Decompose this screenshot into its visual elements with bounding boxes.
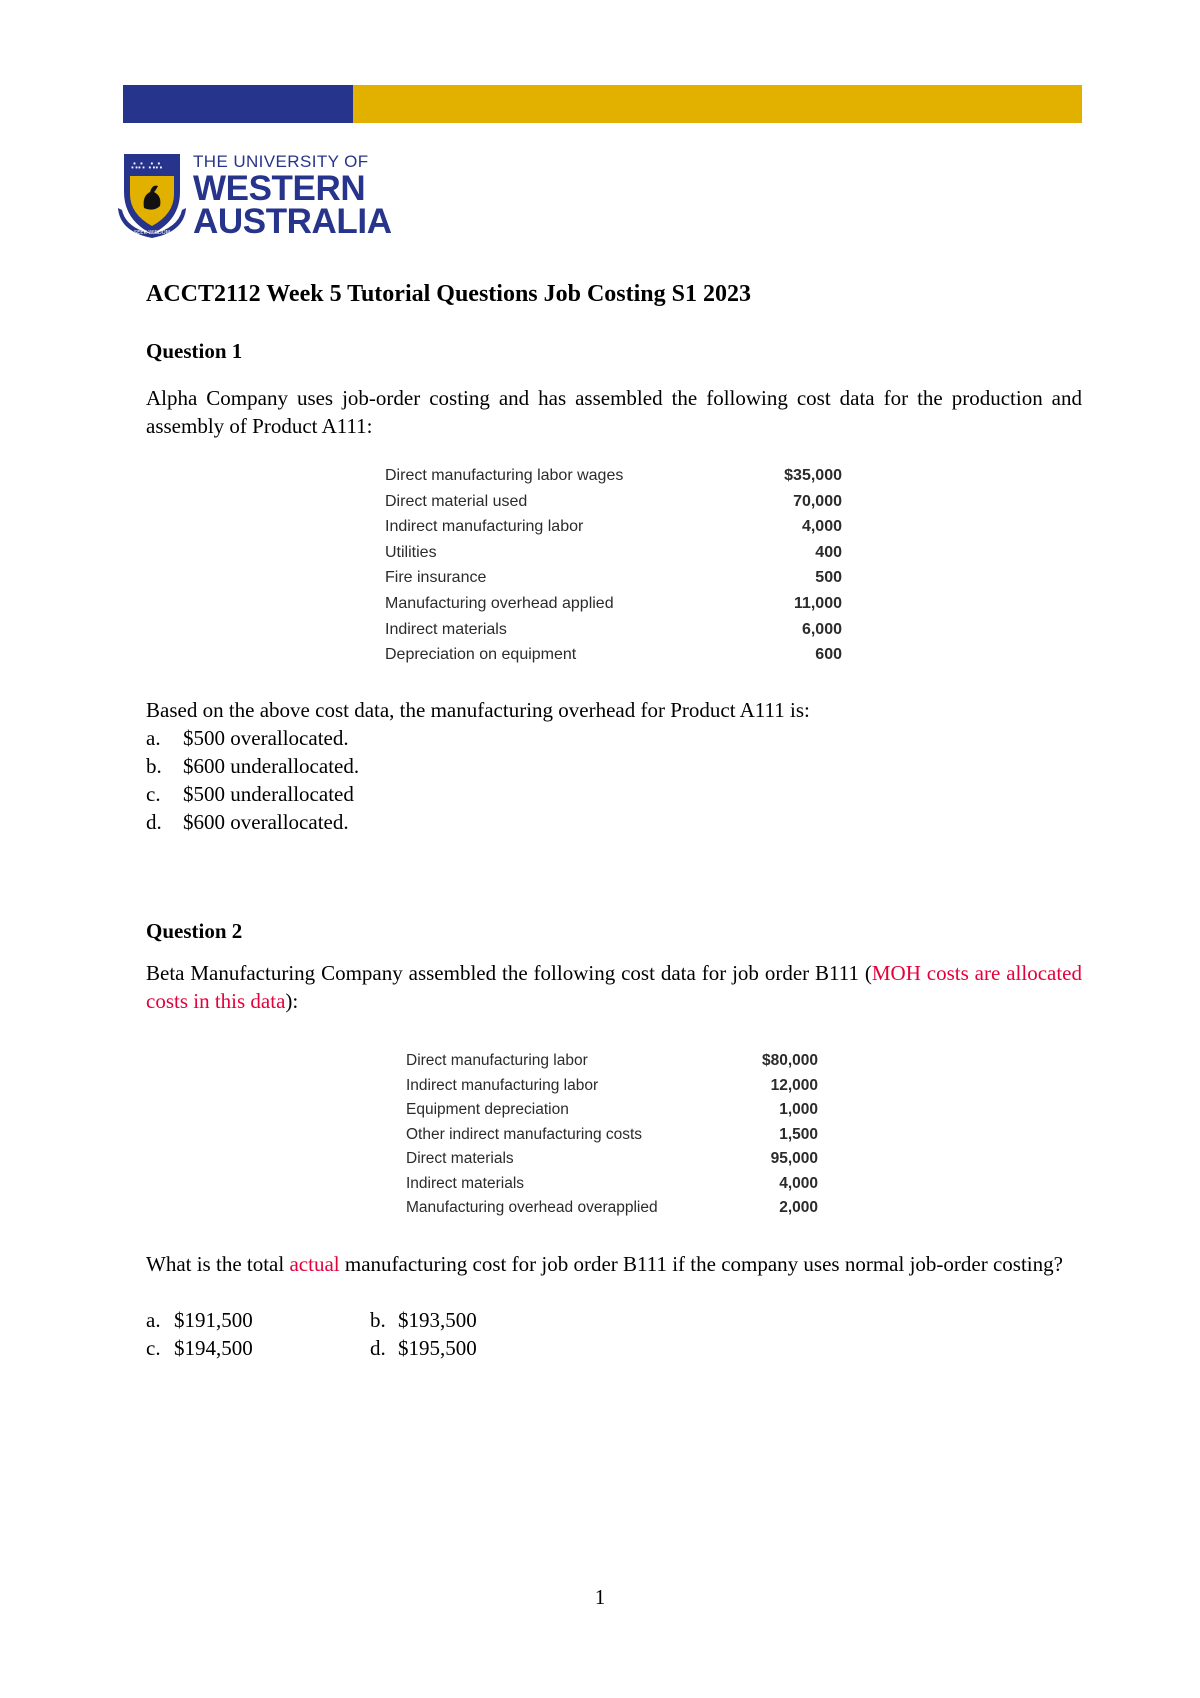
header-band-gold [353,85,1082,123]
question-1-cost-table [385,463,842,668]
page-number: 1 [594,1585,606,1609]
moh-note: MOH costs are allocated costs in this data [146,961,1082,1013]
table-row [406,1049,818,1074]
question-1-options [146,724,359,836]
cost-value: 1,500 [779,1125,818,1143]
cost-value: 600 [815,646,842,664]
cost-label: Manufacturing overhead applied [385,594,614,612]
question-2-prompt: What is the total actual manufacturing cost for job order B111 if the company uses normal job-order costing? [146,1252,1063,1276]
option-c: c. $500 underallocated [146,782,354,806]
cost-label: Utilities [385,543,437,561]
cost-label: Other indirect manufacturing costs [406,1125,643,1143]
cost-label: Indirect manufacturing labor [406,1076,599,1094]
cost-label: Direct materials [406,1150,514,1167]
cost-value: 11,000 [793,594,842,612]
cost-label: Indirect materials [406,1174,525,1192]
question-1-heading: Question 1 [146,339,243,363]
cost-value: 4,000 [801,518,842,536]
table-row [385,565,842,591]
crest-motto: SEEK WISDOM [133,230,171,236]
logo-line-1: THE UNIVERSITY OF [193,152,369,171]
option-d: d. $195,500 [370,1336,477,1360]
table-row [406,1074,818,1099]
cost-value: 12,000 [770,1076,818,1094]
table-row [406,1123,818,1148]
cost-label: Direct manufacturing labor wages [385,467,624,484]
table-row [406,1098,818,1123]
cost-label: Fire insurance [385,569,487,587]
actual-highlight: actual [289,1252,340,1276]
question-2-options [146,1306,570,1362]
table-row [385,463,842,489]
option-b: b. $193,500 [370,1308,477,1332]
table-row [385,591,842,617]
table-row [406,1196,818,1221]
cost-label: Equipment depreciation [406,1101,569,1118]
cost-value: 1,000 [779,1101,818,1118]
table-row [406,1172,818,1197]
logo-line-2: WESTERN [193,169,366,208]
document-title: ACCT2112 Week 5 Tutorial Questions Job Costing S1 2023 [146,281,752,307]
university-crest-icon [116,148,188,240]
cost-label: Manufacturing overhead overapplied [406,1199,658,1216]
option-a: a. $191,500 [146,1308,253,1332]
cost-value: 400 [815,543,842,561]
table-row [385,617,842,643]
question-2-heading: Question 2 [146,919,243,943]
cost-label: Indirect manufacturing labor [385,518,584,536]
cost-value: 4,000 [779,1174,818,1192]
table-row [385,489,842,515]
header-band-blue [123,85,353,123]
cost-value: 70,000 [793,492,842,510]
option-c: c. $194,500 [146,1336,253,1360]
cost-value: 95,000 [770,1150,818,1167]
option-a: a. $500 overallocated. [146,726,349,750]
university-logo [116,148,392,241]
cost-value: $80,000 [761,1052,818,1069]
question-2-cost-table [406,1049,818,1221]
cost-value: $35,000 [784,467,842,484]
table-row [385,514,842,540]
cost-value: 6,000 [801,620,842,638]
table-row [385,540,842,566]
question-2-intro: Beta Manufacturing Company assembled the following cost data for job order B111 (MOH costs are allocated costs in this data): [146,961,1082,1013]
cost-label: Indirect materials [385,620,507,638]
university-wordmark [193,152,392,241]
svg-text:∴∴ ∴∴: ∴∴ ∴∴ [131,161,163,172]
cost-label: Direct material used [385,492,528,510]
cost-label: Depreciation on equipment [385,646,577,664]
table-row [385,642,842,668]
logo-line-3: AUSTRALIA [193,202,392,241]
option-d: d. $600 overallocated. [146,810,349,834]
cost-value: 500 [815,569,842,587]
option-b: b. $600 underallocated. [146,754,360,778]
question-1-intro: Alpha Company uses job-order costing and has assembled the following cost data for the production and assembly of Product A111: [146,386,1082,438]
question-1-prompt: Based on the above cost data, the manufacturing overhead for Product A111 is: [146,698,810,722]
cost-value: 2,000 [779,1199,818,1216]
table-row [406,1147,818,1172]
cost-label: Direct manufacturing labor [406,1052,588,1069]
